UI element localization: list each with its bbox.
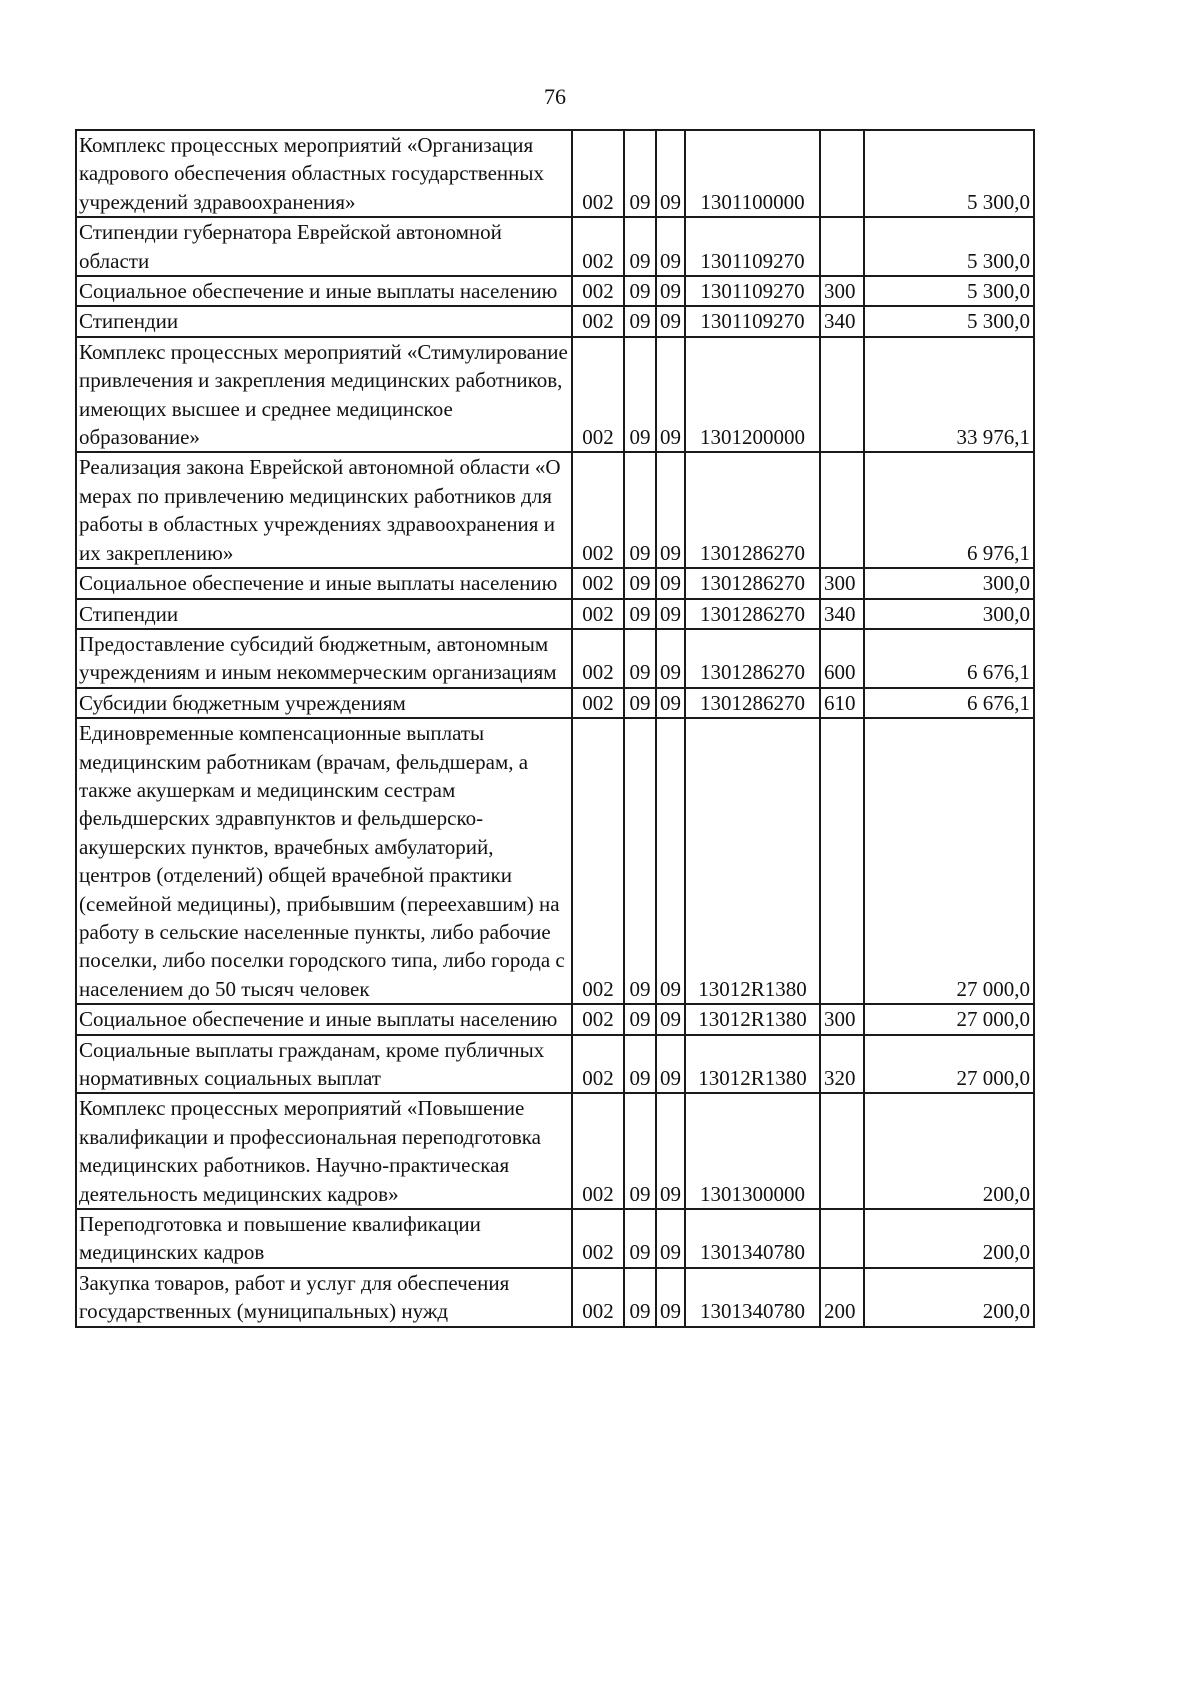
table-row — [76, 688, 1034, 718]
target-article-code: 13012R1380 — [685, 718, 820, 1004]
admin-code: 002 — [572, 306, 624, 336]
amount: 300,0 — [864, 568, 1034, 598]
subsection-code: 09 — [656, 718, 685, 1004]
row-name: Социальное обеспечение и иные выплаты населению — [76, 1004, 572, 1034]
section-code: 09 — [624, 718, 656, 1004]
expense-type-code: 320 — [820, 1035, 864, 1094]
subsection-code: 09 — [656, 688, 685, 718]
table-row — [76, 1209, 1034, 1268]
admin-code: 002 — [572, 1093, 624, 1209]
admin-code: 002 — [572, 718, 624, 1004]
target-article-code: 1301109270 — [685, 276, 820, 306]
table-row — [76, 629, 1034, 688]
expense-type-code: 300 — [820, 276, 864, 306]
amount: 5 300,0 — [864, 276, 1034, 306]
expense-type-code: 340 — [820, 306, 864, 336]
expense-type-code — [820, 1209, 864, 1268]
row-name: Субсидии бюджетным учреждениям — [76, 688, 572, 718]
subsection-code: 09 — [656, 599, 685, 629]
subsection-code: 09 — [656, 276, 685, 306]
section-code: 09 — [624, 276, 656, 306]
row-name: Стипендии — [76, 599, 572, 629]
table-row — [76, 130, 1034, 217]
admin-code: 002 — [572, 276, 624, 306]
target-article-code: 1301286270 — [685, 688, 820, 718]
subsection-code: 09 — [656, 130, 685, 217]
section-code: 09 — [624, 130, 656, 217]
amount: 6 676,1 — [864, 688, 1034, 718]
amount: 300,0 — [864, 599, 1034, 629]
target-article-code: 13012R1380 — [685, 1004, 820, 1034]
row-name: Социальное обеспечение и иные выплаты населению — [76, 568, 572, 598]
expense-type-code: 600 — [820, 629, 864, 688]
admin-code: 002 — [572, 1268, 624, 1327]
amount: 33 976,1 — [864, 337, 1034, 453]
amount: 27 000,0 — [864, 1004, 1034, 1034]
section-code: 09 — [624, 629, 656, 688]
row-name: Социальное обеспечение и иные выплаты населению — [76, 276, 572, 306]
amount: 27 000,0 — [864, 718, 1034, 1004]
amount: 200,0 — [864, 1209, 1034, 1268]
admin-code: 002 — [572, 688, 624, 718]
expense-type-code — [820, 130, 864, 217]
expense-type-code: 300 — [820, 1004, 864, 1034]
row-name: Комплекс процессных мероприятий «Стимулирование привлечения и закрепления медицинских работников, имеющих высшее и среднее медицинское образование» — [76, 337, 572, 453]
table-row — [76, 1004, 1034, 1034]
row-name: Комплекс процессных мероприятий «Повышение квалификации и профессиональная переподготовка медицинских работников. Научно-практическая деятельность медицинских кадров» — [76, 1093, 572, 1209]
admin-code: 002 — [572, 1035, 624, 1094]
section-code: 09 — [624, 1035, 656, 1094]
target-article-code: 1301109270 — [685, 217, 820, 276]
amount: 200,0 — [864, 1093, 1034, 1209]
table-row — [76, 1035, 1034, 1094]
table-row — [76, 452, 1034, 568]
subsection-code: 09 — [656, 1268, 685, 1327]
section-code: 09 — [624, 599, 656, 629]
row-name: Единовременные компенсационные выплаты медицинским работникам (врачам, фельдшерам, а также акушеркам и медицинским сестрам фельдшерских здравпунктов и фельдшерско-акушерских пунктов, врачебных амбулаторий, центров (отделений) общей врачебной практики (семейной медицины), прибывшим (переехавшим) на работу в сельские населенные пункты, либо рабочие поселки, либо поселки городского типа, либо города с населением до 50 тысяч человек — [76, 718, 572, 1004]
table-row — [76, 1093, 1034, 1209]
budget-table-body — [76, 130, 1034, 1327]
table-row — [76, 1268, 1034, 1327]
expense-type-code — [820, 452, 864, 568]
expense-type-code: 340 — [820, 599, 864, 629]
section-code: 09 — [624, 1093, 656, 1209]
table-row — [76, 217, 1034, 276]
section-code: 09 — [624, 1268, 656, 1327]
row-name: Комплекс процессных мероприятий «Организация кадрового обеспечения областных государственных учреждений здравоохранения» — [76, 130, 572, 217]
expense-type-code: 200 — [820, 1268, 864, 1327]
admin-code: 002 — [572, 599, 624, 629]
admin-code: 002 — [572, 217, 624, 276]
expense-type-code: 610 — [820, 688, 864, 718]
row-name: Закупка товаров, работ и услуг для обеспечения государственных (муниципальных) нужд — [76, 1268, 572, 1327]
expense-type-code — [820, 1093, 864, 1209]
section-code: 09 — [624, 306, 656, 336]
table-row — [76, 276, 1034, 306]
expense-type-code — [820, 217, 864, 276]
page-number: 76 — [544, 84, 566, 109]
amount: 5 300,0 — [864, 306, 1034, 336]
section-code: 09 — [624, 568, 656, 598]
admin-code: 002 — [572, 568, 624, 598]
subsection-code: 09 — [656, 1035, 685, 1094]
section-code: 09 — [624, 688, 656, 718]
subsection-code: 09 — [656, 1093, 685, 1209]
target-article-code: 1301286270 — [685, 452, 820, 568]
amount: 5 300,0 — [864, 217, 1034, 276]
target-article-code: 1301100000 — [685, 130, 820, 217]
row-name: Стипендии губернатора Еврейской автономной области — [76, 217, 572, 276]
admin-code: 002 — [572, 452, 624, 568]
target-article-code: 1301340780 — [685, 1209, 820, 1268]
row-name: Предоставление субсидий бюджетным, автономным учреждениям и иным некоммерческим организациям — [76, 629, 572, 688]
admin-code: 002 — [572, 337, 624, 453]
row-name: Переподготовка и повышение квалификации медицинских кадров — [76, 1209, 572, 1268]
table-row — [76, 718, 1034, 1004]
target-article-code: 1301286270 — [685, 599, 820, 629]
section-code: 09 — [624, 217, 656, 276]
subsection-code: 09 — [656, 452, 685, 568]
subsection-code: 09 — [656, 629, 685, 688]
admin-code: 002 — [572, 1209, 624, 1268]
section-code: 09 — [624, 1004, 656, 1034]
section-code: 09 — [624, 337, 656, 453]
subsection-code: 09 — [656, 306, 685, 336]
target-article-code: 13012R1380 — [685, 1035, 820, 1094]
section-code: 09 — [624, 452, 656, 568]
row-name: Социальные выплаты гражданам, кроме публичных нормативных социальных выплат — [76, 1035, 572, 1094]
admin-code: 002 — [572, 629, 624, 688]
section-code: 09 — [624, 1209, 656, 1268]
amount: 5 300,0 — [864, 130, 1034, 217]
subsection-code: 09 — [656, 217, 685, 276]
target-article-code: 1301109270 — [685, 306, 820, 336]
target-article-code: 1301286270 — [685, 629, 820, 688]
expense-type-code — [820, 337, 864, 453]
expense-type-code — [820, 718, 864, 1004]
amount: 6 676,1 — [864, 629, 1034, 688]
table-row — [76, 599, 1034, 629]
row-name: Реализация закона Еврейской автономной области «О мерах по привлечению медицинских работников для работы в областных учреждениях здравоохранения и их закреплению» — [76, 452, 572, 568]
table-row — [76, 337, 1034, 453]
expense-type-code: 300 — [820, 568, 864, 598]
subsection-code: 09 — [656, 1004, 685, 1034]
target-article-code: 1301300000 — [685, 1093, 820, 1209]
amount: 27 000,0 — [864, 1035, 1034, 1094]
amount: 6 976,1 — [864, 452, 1034, 568]
subsection-code: 09 — [656, 337, 685, 453]
target-article-code: 1301340780 — [685, 1268, 820, 1327]
target-article-code: 1301200000 — [685, 337, 820, 453]
admin-code: 002 — [572, 1004, 624, 1034]
admin-code: 002 — [572, 130, 624, 217]
table-row — [76, 306, 1034, 336]
table-row — [76, 568, 1034, 598]
subsection-code: 09 — [656, 568, 685, 598]
budget-table — [75, 129, 1035, 1328]
amount: 200,0 — [864, 1268, 1034, 1327]
subsection-code: 09 — [656, 1209, 685, 1268]
target-article-code: 1301286270 — [685, 568, 820, 598]
row-name: Стипендии — [76, 306, 572, 336]
